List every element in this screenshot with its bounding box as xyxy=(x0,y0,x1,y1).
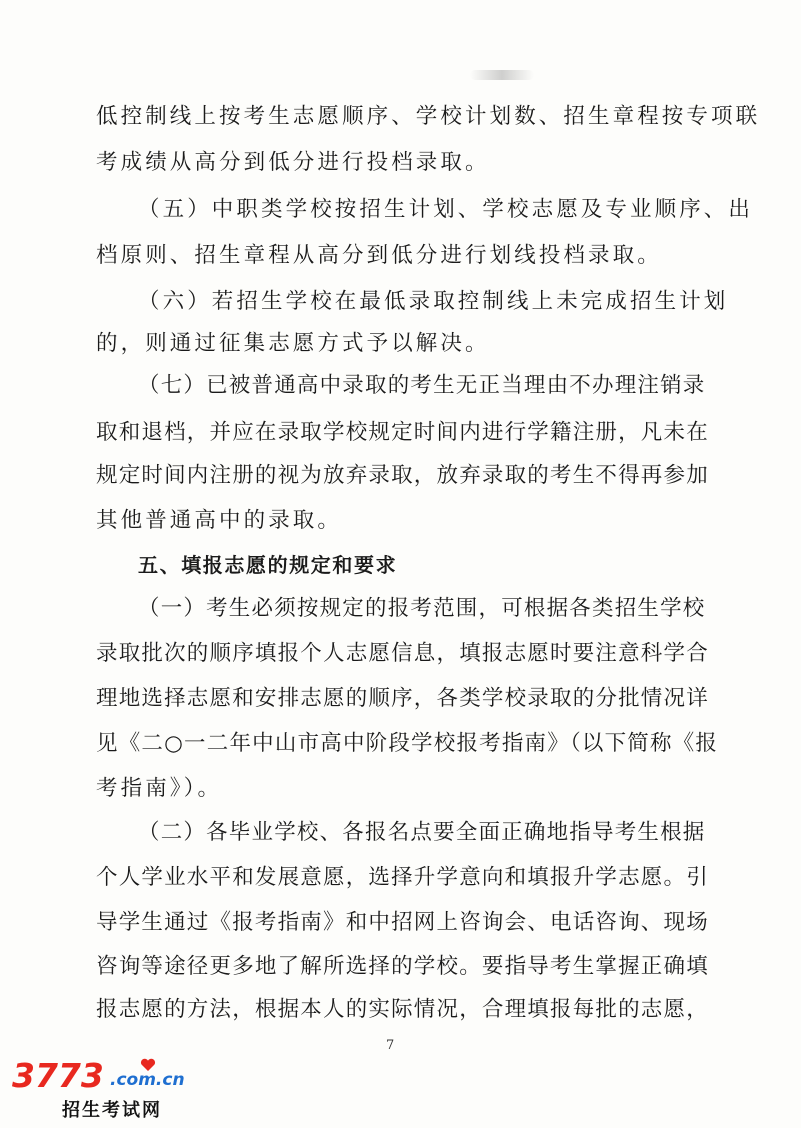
text-line: 报志愿的方法，根据本人的实际情况，合理填报每批的志愿， xyxy=(96,997,709,1022)
text-line: 见《二○一二年中山市高中阶段学校报考指南》（以下简称《报 xyxy=(96,731,719,756)
section-heading: 五、填报志愿的规定和要求 xyxy=(138,553,398,577)
scan-smudge xyxy=(470,70,534,80)
text-line: （五）中职类学校按招生计划、学校志愿及专业顺序、出 xyxy=(138,197,754,222)
text-line: 的，则通过征集志愿方式予以解决。 xyxy=(96,331,490,356)
text-line: 咨询等途径更多地了解所选择的学校。要指导考生掌握正确填 xyxy=(96,954,709,979)
text-line: 理地选择志愿和安排志愿的顺序，各类学校录取的分批情况详 xyxy=(96,686,709,711)
text-line: 考成绩从高分到低分进行投档录取。 xyxy=(96,150,490,175)
logo-domain: .com.cn xyxy=(110,1070,185,1090)
page-number: 7 xyxy=(386,1038,395,1053)
logo-number: 3773 xyxy=(12,1056,104,1095)
text-line: 取和退档，并应在录取学校规定时间内进行学籍注册，凡未在 xyxy=(96,420,709,445)
text-line: 档原则、招生章程从高分到低分进行划线投档录取。 xyxy=(96,243,662,268)
text-line: 录取批次的顺序填报个人志愿信息，填报志愿时要注意科学合 xyxy=(96,641,709,666)
text-line: 导学生通过《报考指南》和中招网上咨询会、电话咨询、现场 xyxy=(96,910,709,935)
site-watermark-logo xyxy=(12,1056,185,1124)
text-line: （六）若招生学校在最低录取控制线上未完成招生计划 xyxy=(138,289,729,314)
text-line: （一）考生必须按规定的报考范围，可根据各类招生学校 xyxy=(138,596,706,621)
text-line: （七）已被普通高中录取的考生无正当理由不办理注销录 xyxy=(138,373,706,398)
text-line: （二）各毕业学校、各报名点要全面正确地指导考生根据 xyxy=(138,820,706,845)
logo-tagline: 招生考试网 xyxy=(62,1100,162,1121)
text-line: 其他普通高中的录取。 xyxy=(96,508,343,533)
text-line: 个人学业水平和发展意愿，选择升学意向和填报升学志愿。引 xyxy=(96,865,709,890)
text-line: 规定时间内注册的视为放弃录取，放弃录取的考生不得再参加 xyxy=(96,463,709,488)
text-line: 低控制线上按考生志愿顺序、学校计划数、招生章程按专项联 xyxy=(96,104,761,129)
text-line: 考指南》）。 xyxy=(96,776,223,801)
